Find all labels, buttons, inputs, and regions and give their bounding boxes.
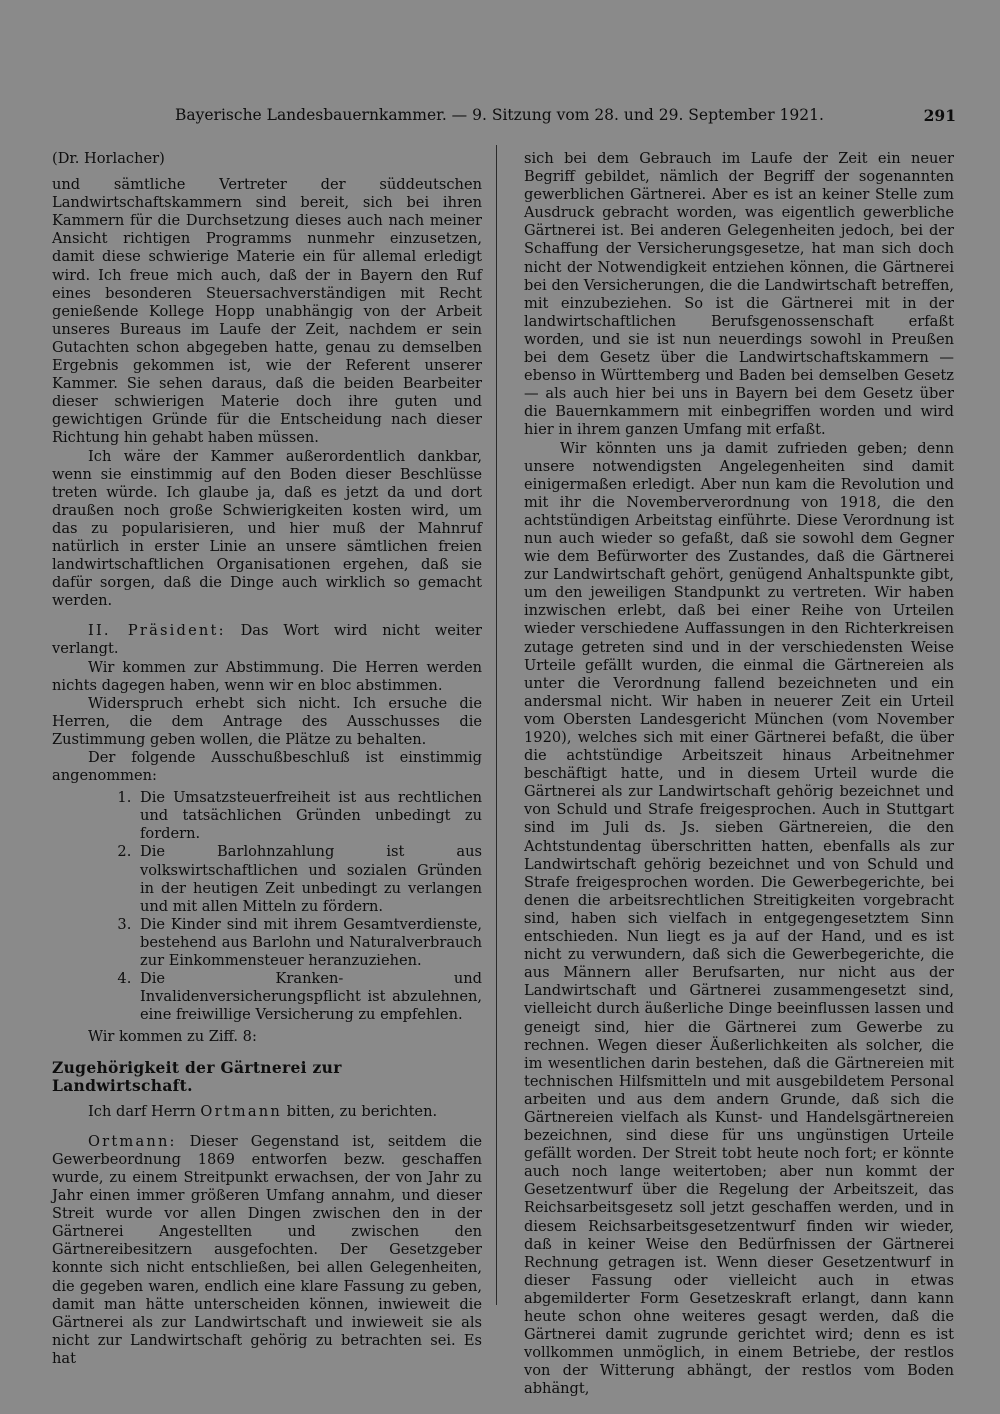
text-fragment: bitten, zu berichten.	[286, 1102, 438, 1120]
resolution-list	[52, 789, 482, 1024]
paragraph: Widerspruch erhebt sich nicht. Ich ersuche die Herren, die dem Antrage des Ausschusses die Zustimmung geben wollen, die Plätze zu behalten.	[52, 694, 482, 748]
paragraph	[52, 1103, 482, 1121]
list-item: 2. Die Barlohnzahlung ist aus volkswirtschaftlichen und sozialen Gründen in der heutigen Zeit unbedingt zu verlangen und mit allen Mitteln zu fördern.	[136, 843, 482, 915]
paragraph: Wir kommen zur Abstimmung. Die Herren werden nichts dagegen haben, wenn wir en bloc abstimmen.	[52, 658, 482, 694]
header-title: Bayerische Landesbauernkammer. — 9. Sitzung vom 28. und 29. September 1921.	[175, 106, 824, 124]
speaker-label: Ortmann:	[88, 1132, 177, 1150]
text-fragment: Ich darf Herrn	[88, 1102, 196, 1120]
left-column	[52, 150, 482, 1368]
list-item: 4. Die Kranken- und Invalidenversicherungspflicht ist abzulehnen, eine freiwillige Versicherung zu empfehlen.	[136, 970, 482, 1024]
speaker-text: Dieser Gegenstand ist, seitdem die Gewerbeordnung 1869 entworfen bezw. geschaffen wurde, zu einem Streitpunkt erwachsen, der von Jahr zu Jahr einen immer größeren Umfang annahm, und dieser Streit wurde vor allen Dingen zwischen den in der Gärtnerei Angestellten und zwischen den Gärtnereibesitzern ausgefochten. Der Gesetzgeber konnte sich nicht entschließen, bei allen Gelegenheiten, die gegeben waren, endlich eine klare Fassung zu geben, damit man hätte unterscheiden können, inwieweit die Gärtnerei als zur Landwirtschaft und inwieweit sie als nicht zur Landwirtschaft gehörig zu betrachten sei. Es hat	[52, 1132, 482, 1367]
page-number: 291	[923, 106, 956, 125]
paragraph: sich bei dem Gebrauch im Laufe der Zeit ein neuer Begriff gebildet, nämlich der Begriff der sogenannten gewerblichen Gärtnerei. Aber es ist an keiner Stelle zum Ausdruck gebracht worden, was eigentlich gewerbliche Gärtnerei ist. Bei anderen Gelegenheiten jedoch, bei der Schaffung der Versicherungsgesetze, hat man sich doch nicht der Notwendigkeit entziehen können, die Gärtnerei bei den Versicherungen, die die Landwirtschaft betreffen, mit einzubeziehen. So ist die Gärtnerei mit in der landwirtschaftlichen Berufsgenossenschaft erfaßt worden, und sie ist nun neuerdings sowohl in Preußen bei dem Gesetz über die Landwirtschaftskammern — ebenso in Württemberg und Baden bei demselben Gesetz — als auch hier bei uns in Bayern bei dem Gesetz über die Bauernkammern mit einbegriffen worden und wird hier in ihrem ganzen Umfang mit erfaßt.	[524, 150, 954, 439]
paragraph	[52, 622, 482, 658]
paragraph: Wir kommen zu Ziff. 8:	[88, 1028, 257, 1046]
speaker-label: II. Präsident:	[88, 622, 226, 640]
list-item: 3. Die Kinder sind mit ihrem Gesamtverdienste, bestehend aus Barlohn und Naturalverbrauch zur Einkommensteuer heranzuziehen.	[136, 916, 482, 970]
running-header	[50, 106, 960, 132]
paragraph: Der folgende Ausschußbeschluß ist einstimmig angenommen:	[52, 749, 482, 785]
speaker-tag: (Dr. Horlacher)	[52, 150, 165, 167]
right-column	[524, 150, 954, 1398]
paragraph: und sämtliche Vertreter der süddeutschen Landwirtschaftskammern sind bereit, sich bei ihren Kammern für die Durchsetzung dieses auch nach meiner Ansicht richtigen Programms nunmehr einzusetzen, damit diese schwierige Materie ein für allemal erledigt wird. Ich freue mich auch, daß der in Bayern den Ruf eines besonderen Steuersachverständigen mit Recht genießende Kollege Hopp unabhängig von der Arbeit unseres Bureaus im Laufe der Zeit, nachdem er sein Gutachten schon abgegeben hatte, genau zu demselben Ergebnis gekommen ist, wie der Referent unserer Kammer. Sie sehen daraus, daß die beiden Bearbeiter dieser schwierigen Materie doch ihre guten und gewichtigen Gründe für die Entscheidung nach dieser Richtung hin gehabt haben müssen.	[52, 176, 482, 447]
paragraph	[52, 1133, 482, 1368]
column-divider	[496, 145, 497, 1305]
section-heading: Zugehörigkeit der Gärtnerei zur Landwirtschaft.	[52, 1057, 342, 1095]
paragraph: Ich wäre der Kammer außerordentlich dankbar, wenn sie einstimmig auf den Boden dieser Beschlüsse treten würde. Ich glaube ja, daß es jetzt da und dort draußen noch große Schwierigkeiten kosten wird, um das zu popularisieren, und hier muß der Mahnruf natürlich in erster Linie an unsere sämtlichen freien landwirtschaftlichen Organisationen ergehen, daß sie dafür sorgen, daß die Dinge auch wirklich so gemacht werden.	[52, 447, 482, 610]
paragraph: Wir könnten uns ja damit zufrieden geben; denn unsere notwendigsten Angelegenheiten sind damit einigermaßen erledigt. Aber nun kam die Revolution und mit ihr die Novemberverordnung von 1918, die den achtstündigen Arbeitstag einführte. Diese Verordnung ist nun auch wieder so gefaßt, daß sie sowohl dem Gegner wie dem Befürworter des Zustandes, daß die Gärtnerei zur Landwirtschaft gehört, genügend Anhaltspunkte gibt, um den jeweiligen Standpunkt zu vertreten. Wir haben inzwischen erlebt, daß bei einer Reihe von Urteilen wieder verschiedene Auffassungen in den Richterkreisen zutage getreten sind und in der verschiedensten Weise Urteile gefällt wurden, die einmal die Gärtnereien als unter die Verordnung fallend bezeichneten und ein andersmal nicht. Wir haben in neuerer Zeit ein Urteil vom Obersten Landesgericht München (vom November 1920), welches sich mit einer Gärtnerei befaßt, die über die achtstündige Arbeitszeit hinaus Arbeitnehmer beschäftigt hatte, und in diesem Urteil wurde die Gärtnerei als zur Landwirtschaft gehörig bezeichnet und von Schuld und Strafe freigesprochen. Auch in Stuttgart sind im Juli ds. Js. sieben Gärtnereien, die den Achtstundentag überschritten hatten, ebenfalls als zur Landwirtschaft gehörig bezeichnet und von Schuld und Strafe freigesprochen worden. Die Gewerbegerichte, bei denen die arbeitsrechtlichen Streitigkeiten vorgebracht sind, haben sich vielfach in entgegengesetztem Sinn entschieden. Nun liegt es ja auf der Hand, und es ist nicht zu verwundern, daß sich die Gewerbegerichte, die aus Männern aller Berufsarten, nur nicht aus der Landwirtschaft und Gärtnerei zusammengesetzt sind, vielleicht durch äußerliche Dinge beeinflussen lassen und geneigt sind, hier die Gärtnerei zum Gewerbe zu rechnen. Wegen dieser Äußerlichkeiten als solcher, die im wesentlichen darin bestehen, daß die Gärtnereien mit technischen Hilfsmitteln und mit ausgebildetem Personal arbeiten und aus dem andern Grunde, daß sich die Gärtnereien vielfach als Kunst- und Handelsgärtnereien bezeichnen, sind diese für uns ungünstigen Urteile gefällt worden. Der Streit tobt heute noch fort; er könnte auch noch lange weitertoben; aber nun kommt der Gesetzentwurf über die Regelung der Arbeitszeit, das Reichsarbeitsgesetz soll jetzt geschaffen werden, und in diesem Reichsarbeitsgesetzentwurf finden wir wieder, daß in keiner Weise den Bedürfnissen der Gärtnerei Rechnung getragen ist. Wenn dieser Gesetzentwurf in dieser Fassung oder vielleicht auch in etwas abgemilderter Form Gesetzeskraft erlangt, dann kann heute schon ohne weiteres gesagt werden, daß die Gärtnerei damit zugrunde gerichtet wird; denn es ist vollkommen unmöglich, in einem Betriebe, der restlos von der Witterung abhängt, der restlos vom Boden abhängt,	[524, 439, 954, 1398]
list-item: 1. Die Umsatzsteuerfreiheit ist aus rechtlichen und tatsächlichen Gründen unbedingt zu fordern.	[136, 789, 482, 843]
speaker-text: Das Wort wird nicht weiter verlangt.	[52, 622, 482, 658]
speaker-name: Ortmann	[200, 1102, 282, 1120]
